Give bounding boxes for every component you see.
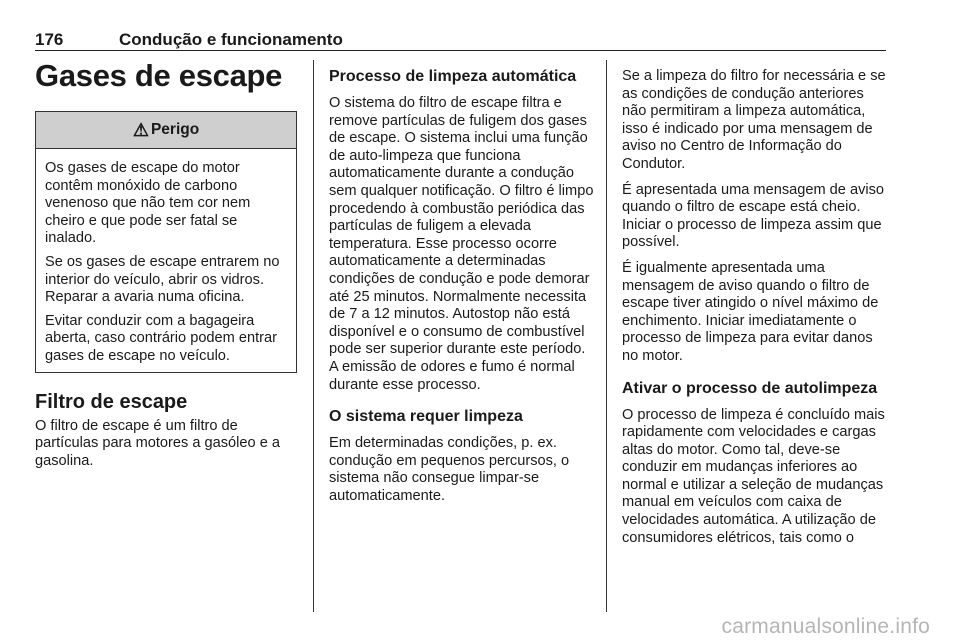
subsection-title: Filtro de escape bbox=[35, 390, 188, 413]
running-title: Condução e funcionamento bbox=[119, 30, 343, 49]
column-left bbox=[35, 58, 297, 478]
warning-paragraph: Evitar conduzir com a bagageira aberta, caso contrário podem entrar gases de escape no veículo. bbox=[45, 312, 278, 364]
watermark: carmanualsonline.info bbox=[721, 615, 930, 638]
page-number: 176 bbox=[35, 30, 64, 49]
heading-activate-self-cleaning: Ativar o processo de autolimpeza bbox=[622, 379, 878, 397]
column-middle bbox=[329, 68, 594, 513]
warning-box bbox=[35, 111, 297, 373]
body-paragraph: Em determinadas condições, p. ex. condução em pequenos percursos, o sistema não consegue limpar-se automaticamente. bbox=[329, 435, 570, 504]
warning-paragraph: Se os gases de escape entrarem no interior do veículo, abrir os vidros. Reparar a avaria numa oficina. bbox=[45, 253, 280, 306]
body-paragraph: É igualmente apresentada uma mensagem de aviso quando o filtro de escape tiver atingido o nível máximo de enchimento. Iniciar imediatamente o processo de limpeza para evitar danos no motor. bbox=[622, 259, 879, 364]
column-divider bbox=[606, 60, 607, 612]
warning-paragraph: Os gases de escape do motor contêm monóxido de carbono venenoso que não tem cor nem cheiro e que pode ser fatal se inalado. bbox=[45, 160, 251, 247]
warning-header bbox=[36, 112, 296, 149]
body-paragraph: O sistema do filtro de escape filtra e remove partículas de fuligem dos gases de escape. O sistema inclui uma função de auto-limpeza que funciona automaticamente durante a condução sem qualquer notificação. O filtro é limpo procedendo à combustão periódica das partículas de fuligem a elevada temperatura. Esse processo ocorre automaticamente a determinadas condições de condução e pode demorar até 25 minutos. Normalmente necessita de 7 a 12 minutos. Autostop não está disponível e o consumo de combustível pode ser superior durante este período. A emissão de odores e fumo é normal durante esse processo. bbox=[329, 95, 594, 393]
heading-automatic-cleaning: Processo de limpeza automática bbox=[329, 68, 577, 85]
body-paragraph: É apresentada uma mensagem de aviso quando o filtro de escape está cheio. Iniciar o processo de limpeza assim que possível. bbox=[622, 181, 885, 251]
body-paragraph: Se a limpeza do filtro for necessária e se as condições de condução anteriores não permitiram a limpeza automática, isso é indicado por uma mensagem de aviso no Centro de Informação do Condutor. bbox=[622, 68, 886, 172]
warning-label: Perigo bbox=[150, 121, 200, 138]
column-right bbox=[622, 68, 890, 555]
body-paragraph: O processo de limpeza é concluído mais rapidamente com velocidades e cargas altas do motor. Como tal, deve-se conduzir em mudanças inferiores ao normal e utilizar a seleção de mudanças manual em veículos com caixa de velocidades automática. A utilização de consumidores elétricos, tais como o bbox=[622, 406, 885, 546]
body-paragraph: O filtro de escape é um filtro de partículas para motores a gasóleo e a gasolina. bbox=[35, 417, 280, 469]
warning-triangle-icon: ⚠ bbox=[132, 119, 149, 140]
page-header bbox=[35, 30, 886, 51]
section-title: Gases de escape bbox=[35, 58, 283, 93]
column-divider bbox=[313, 60, 314, 612]
heading-cleaning-required: O sistema requer limpeza bbox=[329, 408, 523, 426]
warning-body bbox=[36, 149, 296, 366]
